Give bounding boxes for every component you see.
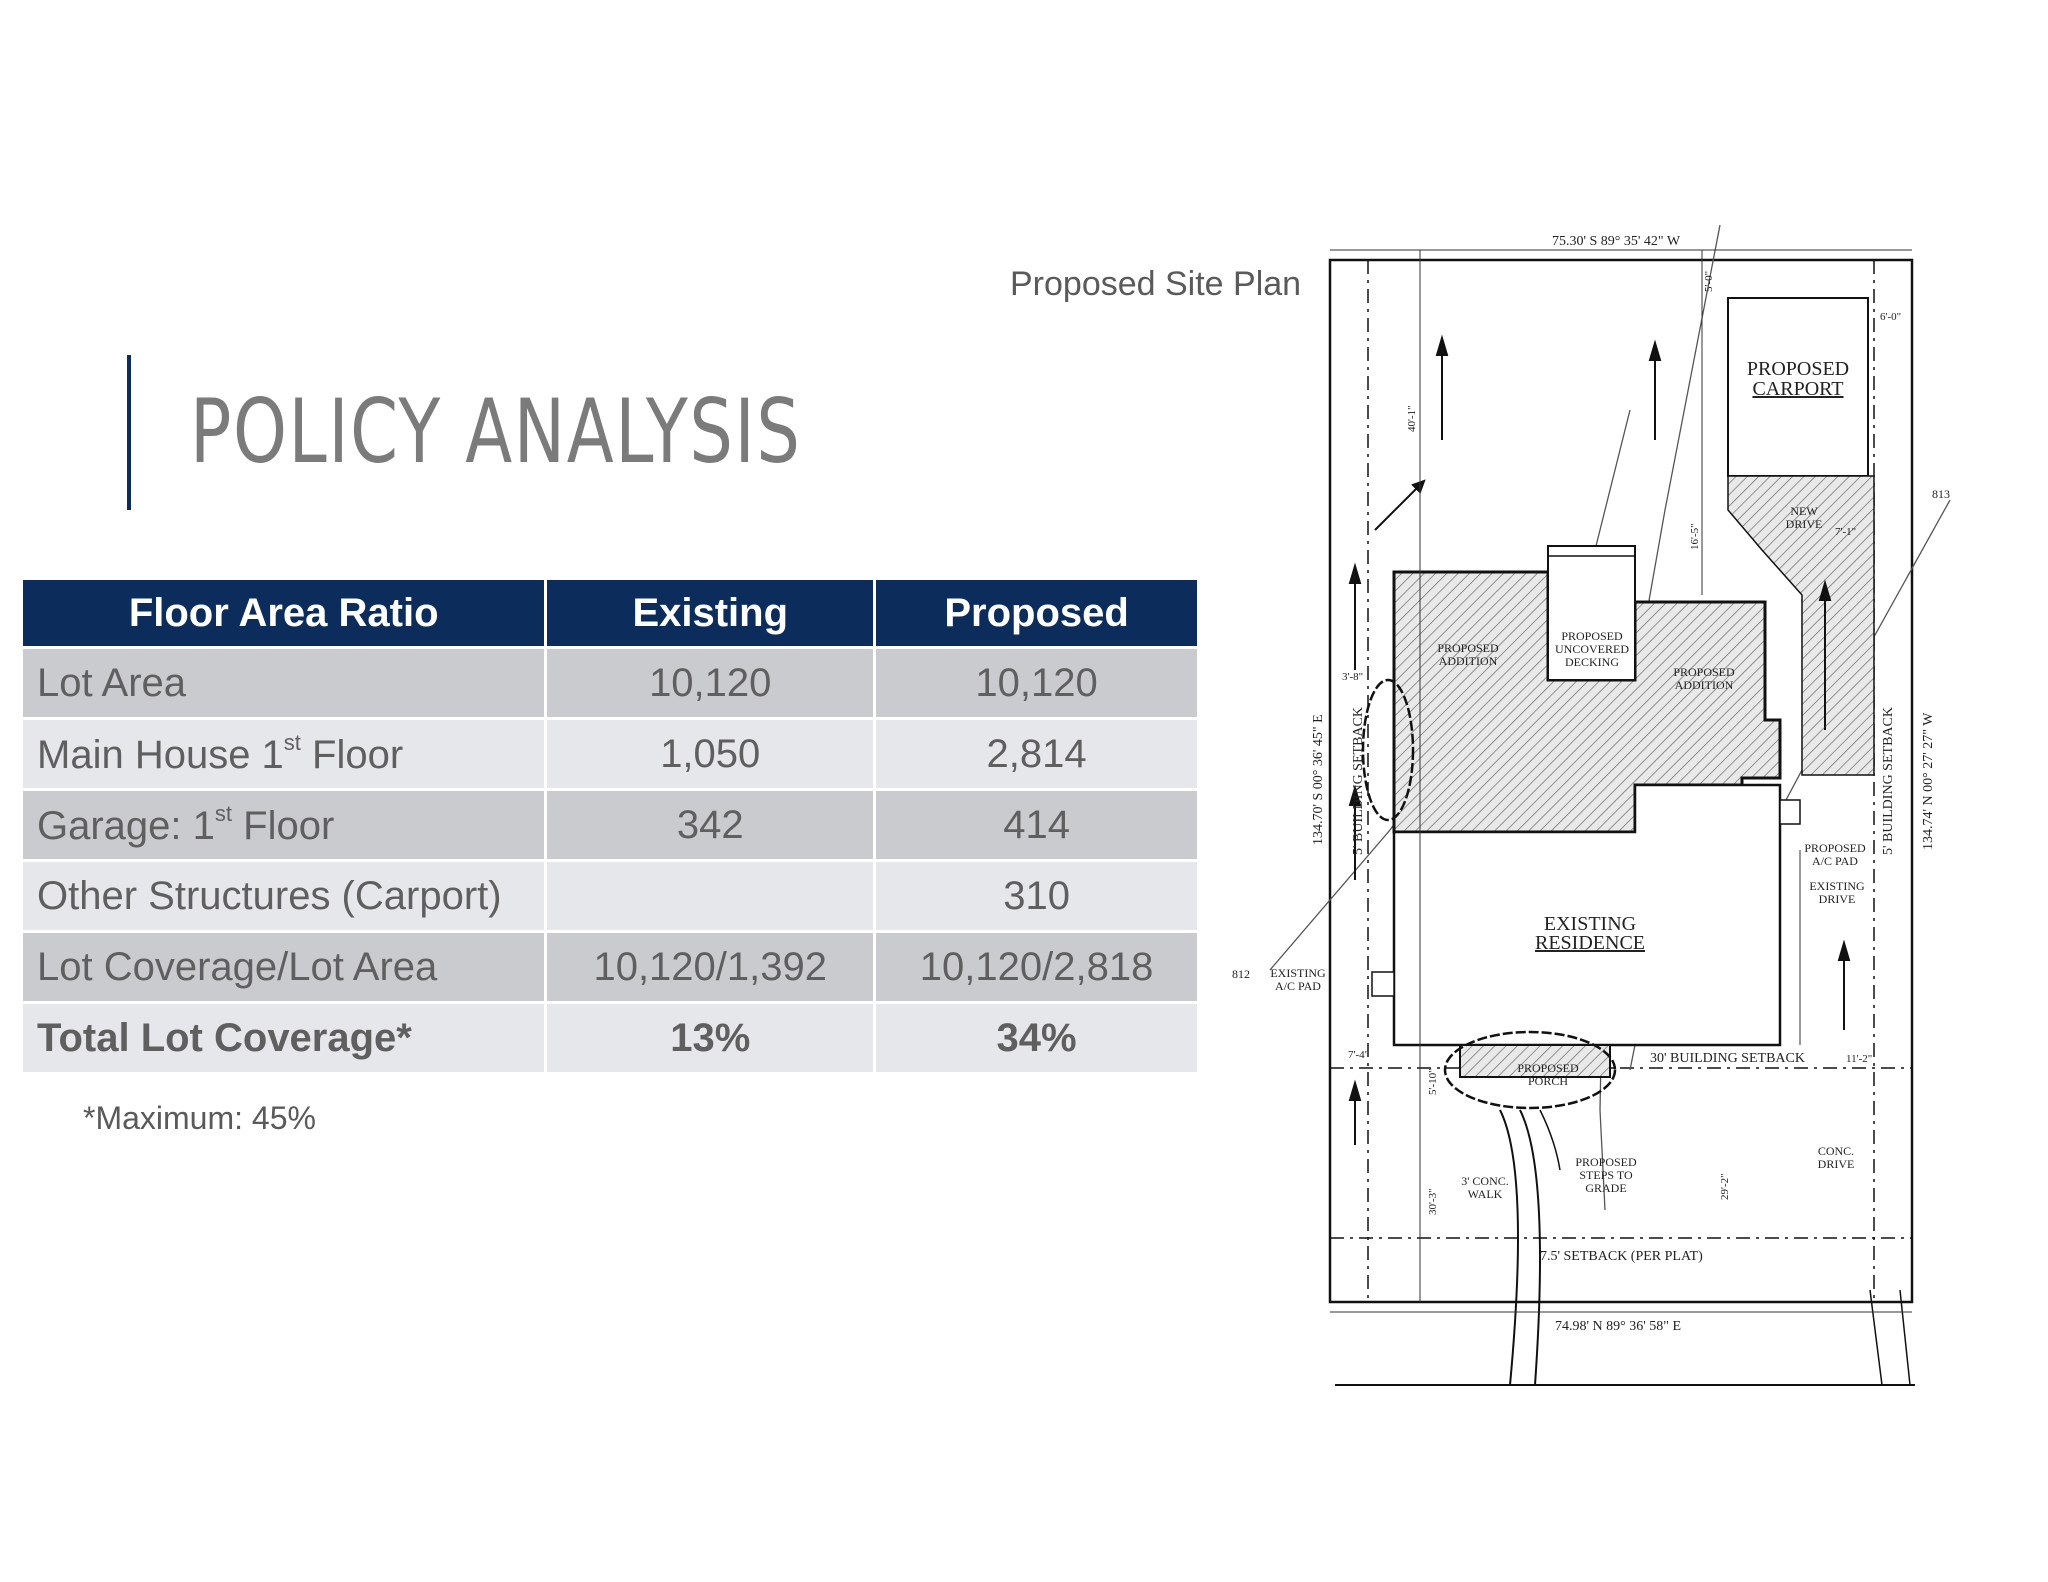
row-label [23,720,544,788]
existing-residence-label: EXISTING [1543,913,1637,935]
row-label: Lot Coverage/Lot Area [23,933,544,1001]
proposed-value: 2,814 [876,720,1197,788]
header-floor-area-ratio: Floor Area Ratio [23,580,544,646]
proposed-value: 310 [876,862,1197,930]
plat-setback-label: 7.5' SETBACK (PER PLAT) [1540,1249,1703,1264]
dimension-label: 30'-3" [1427,1188,1439,1215]
steps-label: GRADE [1585,1181,1627,1195]
dimension-label: 7'-1" [1835,526,1857,538]
row-label: Other Structures (Carport) [23,862,544,930]
conc-drive-label: DRIVE [1817,1157,1855,1171]
proposed-ac-pad [1780,800,1800,824]
row-label: Total Lot Coverage* [23,1004,544,1072]
footnote: *Maximum: 45% [83,1100,316,1136]
table-row [23,862,1197,930]
proposed-value: 10,120/2,818 [876,933,1197,1001]
dimension-label: 6'-0" [1880,311,1902,323]
dimension-label: 5'-0" [1703,270,1715,292]
carport-label: PROPOSED [1746,358,1850,380]
row-label-text: Floor [300,733,404,777]
concrete-walk [1500,1110,1540,1385]
existing-value: 10,120/1,392 [547,933,873,1001]
header-existing: Existing [547,580,873,646]
dimension-label: 16'-5" [1689,523,1701,550]
title-accent-bar [127,355,131,510]
steps-label: PROPOSED [1575,1155,1637,1169]
existing-value [547,862,873,930]
concrete-drive [1870,1290,1910,1385]
steps-label: STEPS TO [1579,1168,1633,1182]
porch-label: PROPOSED [1517,1061,1579,1075]
right-setback-label: 5' BUILDING SETBACK [1881,707,1896,855]
header-proposed: Proposed [876,580,1197,646]
elevation-813-label: 813 [1932,487,1950,501]
conc-drive-label: CONC. [1817,1144,1855,1158]
walk-label: 3' CONC. [1461,1174,1509,1188]
existing-drive-label: EXISTING [1809,879,1865,893]
proposed-value: 34% [876,1004,1197,1072]
table-row-total [23,1004,1197,1072]
table-row [23,791,1197,859]
page-title: POLICY ANALYSIS [190,380,802,483]
proposed-value: 414 [876,791,1197,859]
table-row [23,720,1197,788]
existing-ac-pad [1372,972,1394,996]
addition-left-label: PROPOSED [1437,641,1499,655]
new-drive-label: NEW [1790,504,1818,518]
existing-residence-label: RESIDENCE [1535,932,1645,954]
table-row [23,933,1197,1001]
row-label-text: Floor [232,804,335,848]
existing-value: 1,050 [547,720,873,788]
row-label: Lot Area [23,649,544,717]
bottom-boundary-label: 74.98' N 89° 36' 58" E [1555,1319,1682,1334]
row-label-text: Garage: 1 [37,804,215,848]
front-setback-label: 30' BUILDING SETBACK [1650,1051,1805,1066]
elevation-812-label: 812 [1232,967,1250,981]
site-plan-drawing [1210,210,1980,1400]
right-boundary-label: 134.74' N 00° 27' 27" W [1921,712,1936,850]
addition-right-label: PROPOSED [1673,665,1735,679]
proposed-value: 10,120 [876,649,1197,717]
dimension-label: 29'-2" [1719,1173,1731,1200]
top-boundary-label: 75.30' S 89° 35' 42" W [1552,234,1681,249]
decking-label: PROPOSED [1561,629,1623,643]
row-label-text: Main House 1 [37,733,284,777]
dimension-label: 3'-8" [1342,671,1364,683]
proposed-ac-pad-label: A/C PAD [1812,854,1858,868]
addition-right-label: ADDITION [1674,678,1734,692]
row-label-superscript: st [214,801,233,826]
existing-value: 13% [547,1004,873,1072]
dimension-label: 5'-10" [1427,1068,1439,1095]
decking-label: UNCOVERED [1555,642,1629,656]
existing-ac-pad-label: EXISTING [1270,966,1326,980]
dimension-label: 7'-4" [1348,1049,1370,1061]
row-label-superscript: st [283,730,301,755]
existing-value: 10,120 [547,649,873,717]
proposed-ac-pad-label: PROPOSED [1804,841,1866,855]
porch-label: PORCH [1527,1074,1569,1088]
dimension-label: 40'-1" [1406,405,1418,432]
new-drive-label: DRIVE [1785,517,1823,531]
site-plan-caption: Proposed Site Plan [1010,265,1302,303]
decking-label: DECKING [1565,655,1619,669]
existing-ac-pad-label: A/C PAD [1275,979,1321,993]
carport-label: CARPORT [1752,378,1844,400]
dimension-label: 11'-2" [1846,1053,1873,1065]
table-row [23,649,1197,717]
left-setback-label: 5' BUILDING SETBACK [1351,707,1366,855]
existing-value: 342 [547,791,873,859]
row-label [23,791,544,859]
addition-left-label: ADDITION [1438,654,1498,668]
existing-drive-label: DRIVE [1818,892,1856,906]
left-boundary-label: 134.70' S 00° 36' 45" E [1311,714,1326,845]
walk-label: WALK [1467,1187,1503,1201]
table-header-row [23,580,1197,646]
floor-area-ratio-table [20,577,1200,1075]
